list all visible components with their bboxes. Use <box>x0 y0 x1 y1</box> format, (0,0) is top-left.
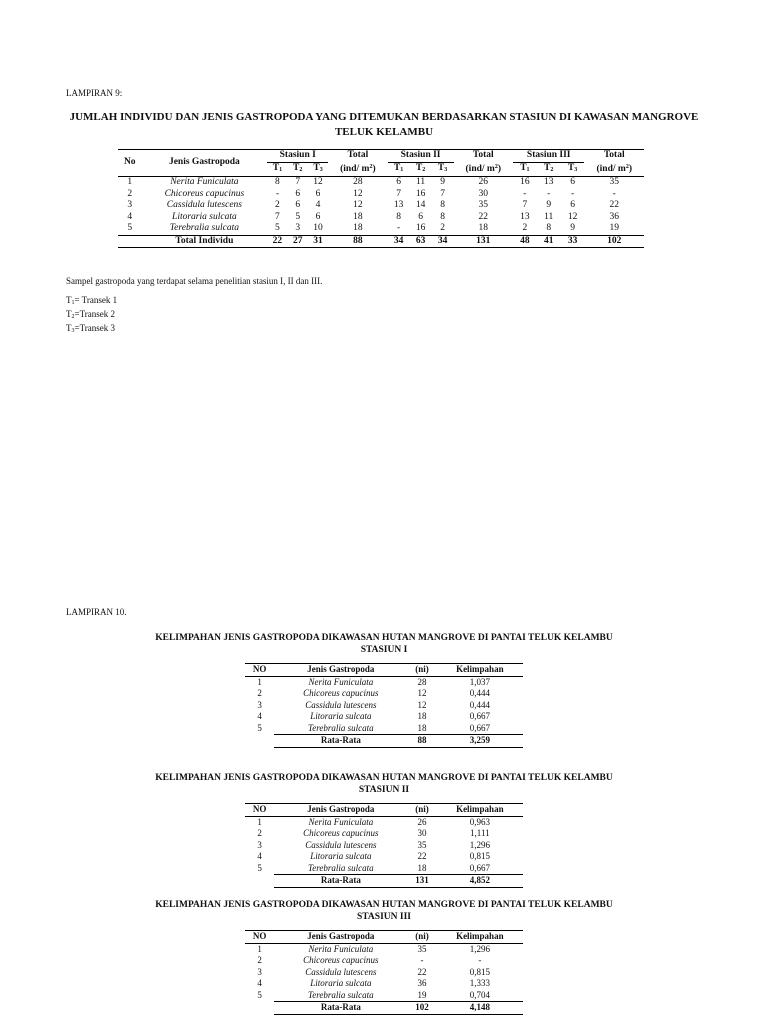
header-no: NO <box>252 664 267 674</box>
table-cell: 8 <box>396 211 401 222</box>
table-cell: - <box>396 223 401 233</box>
header-kelimpahan: Kelimpahan <box>456 664 504 674</box>
lampiran-9-title <box>40 110 728 140</box>
unit-prefix: (ind/ m <box>340 164 370 175</box>
table-cell: 6 <box>315 211 321 222</box>
table-cell: 8 <box>546 223 552 233</box>
table-cell: - <box>547 188 551 199</box>
table-cell: 4 <box>257 851 262 861</box>
total-label: Total Individu <box>175 235 234 246</box>
species-name: Cassidula lutescens <box>305 966 377 977</box>
total-cell: 131 <box>476 235 491 246</box>
legend-item <box>66 309 117 323</box>
table-cell: 13 <box>543 177 554 187</box>
table-cell: 3 <box>257 839 262 850</box>
total-cell: 34 <box>393 235 404 246</box>
header-kelimpahan: Kelimpahan <box>456 804 504 814</box>
rata-rata-label: Rata-Rata <box>274 735 407 748</box>
species-name: Terebralia sulcata <box>308 722 374 733</box>
header-t-number: 3 <box>319 166 323 173</box>
table-row <box>118 200 644 212</box>
lampiran-9-title-line-2: TELUK KELAMBU <box>334 126 434 138</box>
table-cell <box>118 235 142 248</box>
header-jenis: Jenis Gastropoda <box>307 931 375 941</box>
table-cell: 0,667 <box>469 722 490 733</box>
table-cell: 28 <box>353 177 363 187</box>
table-cell: 22 <box>417 966 427 977</box>
table-row <box>245 851 523 863</box>
table-cell: 0,667 <box>469 862 490 873</box>
table-cell: 6 <box>315 188 321 199</box>
table-row <box>245 816 523 828</box>
total-cell: 31 <box>313 235 323 246</box>
table-cell: 0,444 <box>469 699 490 710</box>
table-cell: 3 <box>295 223 301 233</box>
species-name: Chicoreus capucinus <box>303 955 379 965</box>
table-cell: 12 <box>353 200 363 210</box>
species-name: Chicoreus capucinus <box>303 688 379 698</box>
species-name: Nerita Funiculata <box>308 943 374 954</box>
header-no: No <box>123 157 136 168</box>
table-cell: 30 <box>478 188 488 199</box>
table-cell: 12 <box>417 699 427 710</box>
table-cell: 1,296 <box>469 943 490 954</box>
species-name: Cassidula lutescens <box>166 200 242 210</box>
header-ni: (ni) <box>415 931 429 941</box>
lampiran-9-title-line-1: JUMLAH INDIVIDU DAN JENIS GASTROPODA YANG DITEMUKAN BERDASARKAN STASIUN DI KAWASAN MANGROVE <box>69 111 699 123</box>
table-row <box>245 676 523 688</box>
table-cell <box>245 875 274 888</box>
header-transek-2-1 <box>388 162 410 177</box>
header-jenis: Jenis Gastropoda <box>307 804 375 814</box>
table-cell: 9 <box>546 200 552 210</box>
table-row <box>118 212 644 224</box>
table-cell: 3 <box>127 200 133 210</box>
table-cell: 0,667 <box>469 711 490 721</box>
unit-suffix: ) <box>628 164 632 175</box>
species-name: Litoraria sulcata <box>310 851 372 861</box>
total-cell: 33 <box>567 235 578 246</box>
table-cell: 22 <box>417 851 427 861</box>
table-cell: 0,963 <box>469 816 490 827</box>
table-cell: 8 <box>440 211 445 222</box>
header-t-letter: T <box>437 162 445 173</box>
table-cell: 12 <box>353 188 363 199</box>
kelimpahan-header-row <box>245 664 523 677</box>
rata-rata-row <box>245 875 523 888</box>
header-t-number: 2 <box>550 166 554 173</box>
header-unit-3 <box>584 162 644 177</box>
table-cell: 36 <box>417 978 427 988</box>
table-cell: 26 <box>478 177 488 187</box>
header-kelimpahan: Kelimpahan <box>456 931 504 941</box>
table-cell: 35 <box>609 177 619 187</box>
total-cell: 102 <box>607 235 622 246</box>
header-unit-1 <box>328 162 387 177</box>
table-cell: 4 <box>257 978 262 988</box>
species-name: Chicoreus capucinus <box>164 188 245 199</box>
table-cell: 16 <box>415 223 426 233</box>
table-cell: 7 <box>396 188 401 199</box>
legend-text: =Transek 3 <box>74 323 115 333</box>
table-cell: 19 <box>417 989 427 1000</box>
table-row <box>245 967 523 979</box>
table-cell: 7 <box>275 211 280 222</box>
kelimpahan-title-line-2: STASIUN I <box>360 645 408 655</box>
rata-rata-cell: 3,259 <box>437 735 523 748</box>
table-row <box>245 711 523 723</box>
table-row <box>118 223 644 235</box>
table-cell: 2 <box>522 223 528 233</box>
table-cell: 0,815 <box>469 851 490 861</box>
header-total-2: Total <box>472 150 494 161</box>
table-cell: 30 <box>417 828 427 838</box>
table-cell: 7 <box>522 200 528 210</box>
header-transek-1-1 <box>267 162 287 177</box>
table-cell: 19 <box>609 223 619 233</box>
table-cell: 2 <box>257 688 262 698</box>
table-cell: 16 <box>415 188 426 199</box>
header-total-1: Total <box>347 150 369 161</box>
kelimpahan-title-line-2: STASIUN III <box>357 912 411 922</box>
total-cell: 22 <box>272 235 283 246</box>
table-cell: 4 <box>127 211 133 222</box>
total-cell: 48 <box>520 235 530 246</box>
species-name: Nerita Funiculata <box>308 676 374 687</box>
table-cell: 1 <box>257 816 262 827</box>
unit-suffix: ) <box>497 164 501 175</box>
table-cell: 8 <box>275 177 280 187</box>
table-cell: 18 <box>417 711 427 721</box>
table-cell: 35 <box>478 200 488 210</box>
table-cell: 2 <box>127 188 133 199</box>
header-t-number: 3 <box>444 166 448 173</box>
rata-rata-cell: 4,852 <box>437 875 523 888</box>
table-cell: 14 <box>415 200 426 210</box>
table-row <box>245 700 523 712</box>
header-transek-3-3 <box>561 162 585 177</box>
header-transek-2-2 <box>410 162 432 177</box>
species-name: Cassidula lutescens <box>305 699 377 710</box>
table-row <box>245 990 523 1002</box>
table-cell: 26 <box>417 816 427 827</box>
header-ni: (ni) <box>415 804 429 814</box>
table-cell: 6 <box>295 188 301 199</box>
header-stasiun-3: Stasiun III <box>513 150 585 163</box>
table-cell: 0,704 <box>469 989 490 1000</box>
rata-rata-label: Rata-Rata <box>274 875 407 888</box>
table-cell: 2 <box>440 223 445 233</box>
species-name: Litoraria sulcata <box>310 978 372 988</box>
kelimpahan-title-2 <box>90 772 678 796</box>
table-cell: 35 <box>417 839 427 850</box>
header-stasiun-2: Stasiun II <box>388 150 454 163</box>
legend-item <box>66 295 117 309</box>
table-cell: 6 <box>570 177 575 187</box>
table-row <box>245 955 523 967</box>
species-name: Cassidula lutescens <box>305 839 377 850</box>
rata-rata-cell: 4,148 <box>437 1002 523 1015</box>
kelimpahan-table-3 <box>245 930 523 1015</box>
kelimpahan-title-3 <box>90 899 678 923</box>
table-row <box>118 189 644 201</box>
unit-prefix: (ind/ m <box>596 164 626 175</box>
unit-sup: 2 <box>369 164 373 171</box>
unit-sup: 2 <box>625 164 629 171</box>
table-cell: 12 <box>567 211 578 222</box>
table-cell: - <box>275 188 280 199</box>
header-transek-1-3 <box>308 162 328 177</box>
table-cell: 1,333 <box>469 978 490 988</box>
table-cell: 4 <box>257 711 262 721</box>
table-row <box>245 688 523 700</box>
table-cell: 13 <box>393 200 404 210</box>
total-row <box>118 235 644 248</box>
header-t-letter: T <box>544 162 551 173</box>
table-cell: 6 <box>570 200 575 210</box>
lampiran-10-label: LAMPIRAN 10. <box>66 607 127 617</box>
table-cell: 35 <box>417 943 427 954</box>
table-row <box>245 943 523 955</box>
total-cell: 63 <box>415 235 426 246</box>
header-t-letter: T <box>520 162 527 173</box>
species-name: Nerita Funiculata <box>170 177 239 187</box>
header-t-letter: T <box>393 162 401 173</box>
table-cell: 6 <box>295 200 301 210</box>
kelimpahan-title-line-1: KELIMPAHAN JENIS GASTROPODA DIKAWASAN HUTAN MANGROVE DI PANTAI TELUK KELAMBU <box>155 900 613 910</box>
table-cell: 28 <box>417 676 427 687</box>
header-ni: (ni) <box>415 664 429 674</box>
table-cell: - <box>612 188 616 199</box>
table-cell: 18 <box>353 223 363 233</box>
table-cell: 9 <box>440 177 445 187</box>
species-name: Terebralia sulcata <box>308 862 374 873</box>
species-name: Litoraria sulcata <box>310 711 372 721</box>
header-t-letter: T <box>567 162 575 173</box>
table-row <box>245 828 523 840</box>
table-cell: - <box>420 955 424 965</box>
table-cell: 1,111 <box>470 828 490 838</box>
kelimpahan-title-line-1: KELIMPAHAN JENIS GASTROPODA DIKAWASAN HUTAN MANGROVE DI PANTAI TELUK KELAMBU <box>155 633 613 643</box>
species-name: Litoraria sulcata <box>172 211 237 222</box>
header-t-number: 1 <box>526 166 530 173</box>
legend-text: = Transek 1 <box>74 295 118 305</box>
table-cell: 6 <box>418 211 423 222</box>
total-cell: 34 <box>437 235 448 246</box>
header-jenis: Jenis Gastropoda <box>307 664 375 674</box>
table-cell: 5 <box>257 989 262 1000</box>
header-total-3: Total <box>603 150 625 161</box>
table-cell: 2 <box>257 828 262 838</box>
kelimpahan-title-1 <box>90 632 678 656</box>
legend-item <box>66 323 117 337</box>
kelimpahan-header-row <box>245 931 523 944</box>
header-t-number: 1 <box>400 166 404 173</box>
table-cell: 16 <box>520 177 530 187</box>
header-unit-2 <box>454 162 513 177</box>
header-t-letter: T <box>313 162 320 173</box>
table-cell: - <box>523 188 527 199</box>
total-cell: 27 <box>292 235 303 246</box>
table-cell: 6 <box>396 177 401 187</box>
table-cell: 5 <box>295 211 301 222</box>
legend-text: =Transek 2 <box>74 309 115 319</box>
table-cell: 12 <box>313 177 323 187</box>
rata-rata-row <box>245 1002 523 1015</box>
table-cell <box>245 1002 274 1015</box>
transek-legend <box>66 295 117 337</box>
legend-t: T <box>66 323 72 333</box>
header-no: NO <box>252 931 267 941</box>
unit-suffix: ) <box>372 164 376 175</box>
table-cell: 7 <box>440 188 445 199</box>
table-cell: 5 <box>275 223 280 233</box>
table-cell: 18 <box>353 211 363 222</box>
table-cell: 18 <box>417 722 427 733</box>
table-cell: 1 <box>127 177 133 187</box>
kelimpahan-title-line-1: KELIMPAHAN JENIS GASTROPODA DIKAWASAN HUTAN MANGROVE DI PANTAI TELUK KELAMBU <box>155 773 613 783</box>
table-cell: 2 <box>257 955 262 965</box>
unit-sup: 2 <box>494 164 498 171</box>
header-jenis: Jenis Gastropoda <box>168 157 240 168</box>
rata-rata-cell: 102 <box>407 1002 436 1015</box>
kelimpahan-table-2 <box>245 803 523 888</box>
kelimpahan-title-line-2: STASIUN II <box>358 785 410 795</box>
kelimpahan-table-1 <box>245 663 523 748</box>
header-t-letter: T <box>272 162 280 173</box>
header-transek-1-2 <box>288 162 308 177</box>
table-cell: 11 <box>544 211 554 222</box>
species-name: Terebralia sulcata <box>169 223 239 233</box>
table-cell: 18 <box>417 862 427 873</box>
sample-note: Sampel gastropoda yang terdapat selama penelitian stasiun I, II dan III. <box>66 276 323 286</box>
rata-rata-label: Rata-Rata <box>274 1002 407 1015</box>
header-no: NO <box>252 804 267 814</box>
table-row <box>245 723 523 735</box>
rata-rata-cell: 88 <box>407 735 436 748</box>
header-t-number: 1 <box>279 166 283 173</box>
header-t-number: 2 <box>422 166 426 173</box>
table-cell: 1 <box>257 943 262 954</box>
table-cell: 22 <box>609 200 619 210</box>
table-cell: 5 <box>127 223 133 233</box>
header-t-number: 2 <box>299 166 303 173</box>
rata-rata-cell: 131 <box>407 875 436 888</box>
table-row <box>118 177 644 189</box>
species-name: Terebralia sulcata <box>308 989 374 1000</box>
rata-rata-row <box>245 735 523 748</box>
table-cell: 22 <box>478 211 488 222</box>
table-cell: 0,815 <box>469 966 490 977</box>
table-cell: 4 <box>315 200 321 210</box>
table-cell <box>245 735 274 748</box>
header-t-letter: T <box>415 162 423 173</box>
kelimpahan-header-row <box>245 804 523 817</box>
table-cell: 3 <box>257 699 262 710</box>
gastropoda-station-table <box>118 149 644 248</box>
table-body <box>118 177 644 248</box>
header-transek-2-3 <box>432 162 454 177</box>
table-cell: 1 <box>257 676 262 687</box>
table-cell: - <box>478 955 482 965</box>
table-cell: 18 <box>478 223 488 233</box>
table-cell: 9 <box>570 223 575 233</box>
table-row <box>245 863 523 875</box>
table-cell: 2 <box>275 200 280 210</box>
table-cell: 5 <box>257 862 262 873</box>
lampiran-9-label: LAMPIRAN 9: <box>66 88 123 98</box>
total-cell: 88 <box>353 235 363 246</box>
table-cell: 36 <box>609 211 619 222</box>
legend-sub: 3 <box>71 328 75 334</box>
table-cell: 0,444 <box>469 688 490 698</box>
legend-sub: 1 <box>71 300 75 306</box>
table-cell: 13 <box>520 211 530 222</box>
legend-sub: 2 <box>71 314 75 320</box>
table-cell: 1,037 <box>469 676 490 687</box>
legend-t: T <box>66 295 72 305</box>
legend-t: T <box>66 309 72 319</box>
table-row <box>245 840 523 852</box>
table-row <box>245 978 523 990</box>
table-cell: - <box>570 188 575 199</box>
table-cell: 5 <box>257 722 262 733</box>
species-name: Chicoreus capucinus <box>303 828 379 838</box>
header-t-number: 3 <box>574 166 578 173</box>
header-stasiun-1: Stasiun I <box>267 150 328 163</box>
header-transek-3-2 <box>537 162 561 177</box>
unit-prefix: (ind/ m <box>465 164 495 175</box>
table-cell: 7 <box>295 177 301 187</box>
header-transek-3-1 <box>513 162 537 177</box>
table-cell: 11 <box>415 177 426 187</box>
table-header-row-1 <box>118 150 644 163</box>
total-cell: 41 <box>543 235 554 246</box>
header-t-letter: T <box>293 162 300 173</box>
species-name: Nerita Funiculata <box>308 816 374 827</box>
table-cell: 3 <box>257 966 262 977</box>
table-cell: 1,296 <box>469 839 490 850</box>
table-cell: 10 <box>313 223 323 233</box>
table-cell: 12 <box>417 688 427 698</box>
table-cell: 8 <box>440 200 445 210</box>
